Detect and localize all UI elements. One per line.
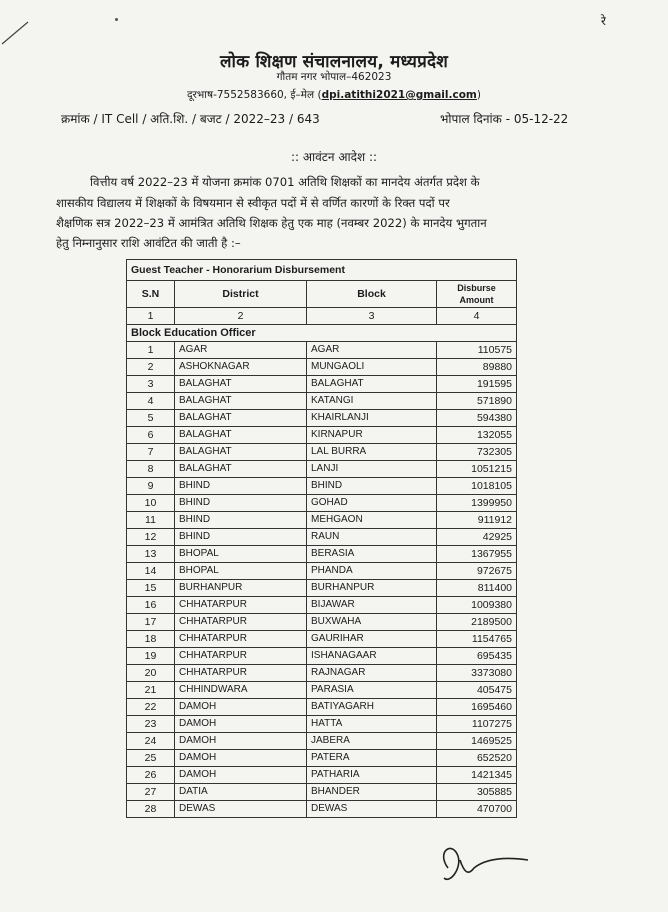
cell-district: DAMOH (175, 733, 307, 750)
cell-amount: 1154765 (437, 631, 517, 648)
table-row (127, 478, 517, 495)
cell-district: AGAR (175, 342, 307, 359)
body-line: शासकीय विद्यालय में शिक्षकों के विषयमान से स्वीकृत पदों में से वर्णित कारणों के रिक्त पदों पर (56, 196, 450, 210)
cell-sn: 2 (127, 359, 175, 376)
cell-block: BHANDER (307, 784, 437, 801)
table-row (127, 444, 517, 461)
cell-district: BALAGHAT (175, 427, 307, 444)
cell-sn: 16 (127, 597, 175, 614)
table-row (127, 614, 517, 631)
cell-block: PHANDA (307, 563, 437, 580)
cell-block: BERASIA (307, 546, 437, 563)
cell-sn: 24 (127, 733, 175, 750)
table-row (127, 665, 517, 682)
cell-block: BURHANPUR (307, 580, 437, 597)
cell-sn: 12 (127, 529, 175, 546)
cell-block: BUXWAHA (307, 614, 437, 631)
table-row (127, 750, 517, 767)
cell-amount: 732305 (437, 444, 517, 461)
cell-block: AGAR (307, 342, 437, 359)
cell-block: BIJAWAR (307, 597, 437, 614)
office-title: लोक शिक्षण संचालनालय, मध्यप्रदेश (220, 52, 448, 72)
cell-amount: 1107275 (437, 716, 517, 733)
table-row (127, 512, 517, 529)
order-title: :: आवंटन आदेश :: (290, 150, 378, 164)
body-line: हेतु निम्नानुसार राशि आवंटित की जाती है :– (56, 236, 241, 250)
cell-sn: 22 (127, 699, 175, 716)
reference-number: क्रमांक / IT Cell / अति.शि. / बजट / 2022–23 / 643 (61, 112, 320, 126)
cell-amount: 191595 (437, 376, 517, 393)
cell-sn: 27 (127, 784, 175, 801)
cell-block: KIRNAPUR (307, 427, 437, 444)
cell-district: CHHATARPUR (175, 597, 307, 614)
table-row (127, 563, 517, 580)
allocation-table (126, 259, 517, 818)
cell-sn: 28 (127, 801, 175, 818)
cell-block: KATANGI (307, 393, 437, 410)
cell-district: DAMOH (175, 699, 307, 716)
cell-district: BHOPAL (175, 546, 307, 563)
section-label: Block Education Officer (127, 325, 517, 342)
cell-sn: 26 (127, 767, 175, 784)
cell-amount: 811400 (437, 580, 517, 597)
col-number: 3 (307, 308, 437, 325)
cell-sn: 21 (127, 682, 175, 699)
scan-speck (115, 18, 118, 21)
order-date: भोपाल दिनांक - 05-12-22 (440, 112, 569, 126)
cell-amount: 42925 (437, 529, 517, 546)
cell-amount: 972675 (437, 563, 517, 580)
cell-block: HATTA (307, 716, 437, 733)
cell-block: RAUN (307, 529, 437, 546)
cell-block: PARASIA (307, 682, 437, 699)
table-row (127, 767, 517, 784)
table-header-row (127, 281, 517, 308)
table-body (127, 342, 517, 818)
cell-district: DATIA (175, 784, 307, 801)
cell-sn: 1 (127, 342, 175, 359)
cell-block: MUNGAOLI (307, 359, 437, 376)
table-row (127, 461, 517, 478)
col-number: 1 (127, 308, 175, 325)
cell-sn: 3 (127, 376, 175, 393)
cell-district: BALAGHAT (175, 461, 307, 478)
cell-block: PATERA (307, 750, 437, 767)
cell-block: BHIND (307, 478, 437, 495)
header-block: Block (307, 281, 437, 308)
cell-amount: 1367955 (437, 546, 517, 563)
body-line: वित्तीय वर्ष 2022–23 में योजना क्रमांक 0701 अतिथि शिक्षकों का मानदेय अंतर्गत प्रदेश के (90, 175, 480, 189)
table-row (127, 699, 517, 716)
header-sn: S.N (127, 281, 175, 308)
cell-sn: 10 (127, 495, 175, 512)
cell-sn: 18 (127, 631, 175, 648)
table-row (127, 631, 517, 648)
cell-district: CHHATARPUR (175, 665, 307, 682)
table-row (127, 393, 517, 410)
cell-block: LANJI (307, 461, 437, 478)
cell-sn: 23 (127, 716, 175, 733)
contact-suffix: ) (476, 89, 481, 101)
cell-district: BALAGHAT (175, 393, 307, 410)
cell-sn: 8 (127, 461, 175, 478)
cell-district: CHHATARPUR (175, 614, 307, 631)
cell-block: PATHARIA (307, 767, 437, 784)
contact-prefix: दूरभाष-7552583660, ई–मेल ( (187, 89, 322, 101)
cell-block: RAJNAGAR (307, 665, 437, 682)
pen-stroke-mark (0, 0, 40, 50)
cell-amount: 470700 (437, 801, 517, 818)
cell-sn: 6 (127, 427, 175, 444)
cell-amount: 1469525 (437, 733, 517, 750)
cell-amount: 110575 (437, 342, 517, 359)
cell-block: BATIYAGARH (307, 699, 437, 716)
cell-amount: 3373080 (437, 665, 517, 682)
cell-district: BURHANPUR (175, 580, 307, 597)
cell-district: BHIND (175, 529, 307, 546)
cell-sn: 25 (127, 750, 175, 767)
cell-block: GOHAD (307, 495, 437, 512)
table-row (127, 546, 517, 563)
header-district: District (175, 281, 307, 308)
table-row (127, 410, 517, 427)
table-row (127, 716, 517, 733)
cell-sn: 17 (127, 614, 175, 631)
cell-block: JABERA (307, 733, 437, 750)
cell-amount: 1695460 (437, 699, 517, 716)
allocation-table-wrapper (126, 259, 516, 818)
cell-sn: 15 (127, 580, 175, 597)
cell-district: CHHATARPUR (175, 631, 307, 648)
col-number: 4 (437, 308, 517, 325)
email-link[interactable]: dpi.atithi2021@gmail.com (321, 89, 477, 101)
corner-mark: रे (601, 14, 606, 28)
cell-amount: 89880 (437, 359, 517, 376)
signature (430, 838, 540, 898)
cell-sn: 19 (127, 648, 175, 665)
cell-amount: 1421345 (437, 767, 517, 784)
cell-district: DAMOH (175, 750, 307, 767)
cell-block: GAURIHAR (307, 631, 437, 648)
col-number: 2 (175, 308, 307, 325)
cell-amount: 1018105 (437, 478, 517, 495)
header-amount: Disburse Amount (437, 281, 517, 308)
cell-district: BALAGHAT (175, 410, 307, 427)
cell-sn: 14 (127, 563, 175, 580)
cell-amount: 405475 (437, 682, 517, 699)
table-row (127, 733, 517, 750)
cell-amount: 911912 (437, 512, 517, 529)
cell-district: BHIND (175, 478, 307, 495)
table-row (127, 529, 517, 546)
table-row (127, 682, 517, 699)
table-row (127, 376, 517, 393)
cell-district: CHHATARPUR (175, 648, 307, 665)
table-row (127, 597, 517, 614)
cell-amount: 132055 (437, 427, 517, 444)
table-caption: Guest Teacher - Honorarium Disbursement (127, 260, 517, 281)
cell-sn: 5 (127, 410, 175, 427)
cell-district: BHIND (175, 495, 307, 512)
cell-district: BALAGHAT (175, 376, 307, 393)
cell-district: DAMOH (175, 767, 307, 784)
column-number-row (127, 308, 517, 325)
table-row (127, 342, 517, 359)
cell-amount: 571890 (437, 393, 517, 410)
cell-district: DEWAS (175, 801, 307, 818)
cell-district: BALAGHAT (175, 444, 307, 461)
cell-amount: 305885 (437, 784, 517, 801)
cell-sn: 7 (127, 444, 175, 461)
cell-sn: 4 (127, 393, 175, 410)
cell-district: ASHOKNAGAR (175, 359, 307, 376)
cell-block: DEWAS (307, 801, 437, 818)
cell-block: LAL BURRA (307, 444, 437, 461)
cell-sn: 20 (127, 665, 175, 682)
cell-district: BHIND (175, 512, 307, 529)
cell-sn: 11 (127, 512, 175, 529)
cell-block: BALAGHAT (307, 376, 437, 393)
cell-district: CHHINDWARA (175, 682, 307, 699)
cell-block: ISHANAGAAR (307, 648, 437, 665)
cell-sn: 13 (127, 546, 175, 563)
cell-amount: 1009380 (437, 597, 517, 614)
cell-amount: 594380 (437, 410, 517, 427)
cell-block: MEHGAON (307, 512, 437, 529)
cell-amount: 2189500 (437, 614, 517, 631)
cell-amount: 652520 (437, 750, 517, 767)
office-contact (0, 88, 668, 102)
cell-district: DAMOH (175, 716, 307, 733)
cell-amount: 695435 (437, 648, 517, 665)
table-row (127, 801, 517, 818)
cell-district: BHOPAL (175, 563, 307, 580)
table-row (127, 359, 517, 376)
table-row (127, 495, 517, 512)
cell-amount: 1399950 (437, 495, 517, 512)
cell-block: KHAIRLANJI (307, 410, 437, 427)
office-address: गौतम नगर भोपाल–462023 (276, 71, 392, 83)
table-row (127, 784, 517, 801)
section-row (127, 325, 517, 342)
body-line: शैक्षणिक सत्र 2022–23 में आमंत्रित अतिथि शिक्षक हेतु एक माह (नवम्बर 2022) के मानदेय भुगतान (56, 216, 487, 230)
table-row (127, 580, 517, 597)
cell-sn: 9 (127, 478, 175, 495)
table-row (127, 648, 517, 665)
table-row (127, 427, 517, 444)
table-caption-row (127, 260, 517, 281)
cell-amount: 1051215 (437, 461, 517, 478)
